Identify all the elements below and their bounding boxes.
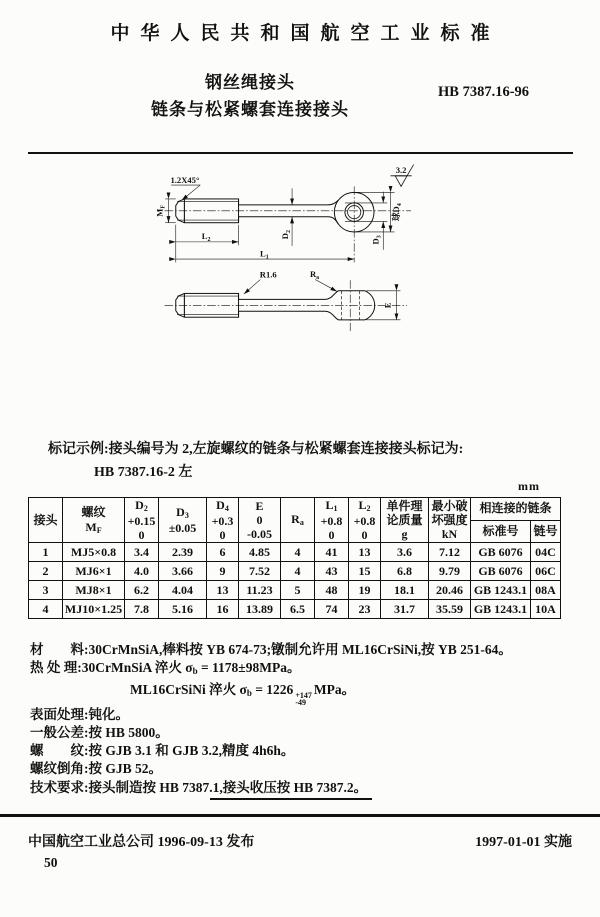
dim-label-mf: $M_F$ — [154, 204, 167, 217]
doc-title-line1: 钢丝绳接头 — [205, 73, 295, 92]
note-line-1: 材 料:30CrMnSiA,棒料按 YB 674-73;镦制允许用 ML16CrSiNi,按 YB 251-64。 — [30, 642, 512, 657]
note-line-5: 一般公差:按 HB 5800。 — [30, 724, 169, 740]
dim-label-e: E — [382, 302, 393, 309]
standard-header: 中华人民共和国航空工业标准 — [110, 23, 501, 44]
cell-r3-c3: 6.2 — [125, 581, 159, 600]
footer-rule — [0, 814, 600, 817]
cell-r2-c5: 9 — [207, 562, 239, 581]
column-header-8: $L_2$ +0.8 0 — [349, 498, 381, 543]
cell-r4-c7: 6.5 — [281, 600, 315, 619]
spec-table-body — [29, 543, 561, 619]
doc-title-line2: 链条与松紧螺套连接接头 — [151, 100, 349, 119]
cell-r1-c4: 2.39 — [159, 543, 207, 562]
cell-r2-c13: 06C — [531, 562, 561, 581]
cell-r4-c3: 7.8 — [125, 600, 159, 619]
cell-r4-c6: 13.89 — [239, 600, 281, 619]
cell-r1-c9: 13 — [349, 543, 381, 562]
note-line-7: 螺纹倒角:按 GJB 52。 — [30, 761, 163, 777]
marking-example-line1: 标记示例:接头编号为 2,左旋螺纹的链条与松紧螺套连接接头标记为: — [48, 442, 464, 457]
cell-r3-c13: 08A — [531, 581, 561, 600]
cell-r3-c11: 20.46 — [429, 581, 471, 600]
footer-issuer: 中国航空工业总公司 1996-09-13 发布 — [28, 835, 255, 850]
cell-r3-c2: MJ8×1 — [63, 581, 125, 600]
cell-r4-c11: 35.59 — [429, 600, 471, 619]
chamfer-label: 1.2X45° — [170, 175, 200, 186]
cell-r1-c10: 3.6 — [381, 543, 429, 562]
cell-r3-c8: 48 — [315, 581, 349, 600]
cell-r1-c1: 1 — [29, 543, 63, 562]
shank-bottom — [239, 217, 339, 224]
cell-r1-c2: MJ5×0.8 — [63, 543, 125, 562]
cell-r3-c7: 5 — [281, 581, 315, 600]
column-header-5: E 0 -0.05 — [239, 498, 281, 543]
standard-number: HB 7387.16-96 — [438, 84, 530, 100]
fillet-label-r16: R1.6 — [259, 269, 277, 280]
table-row-1 — [29, 543, 561, 562]
cell-r1-c6: 4.85 — [239, 543, 281, 562]
table-row-4 — [29, 600, 561, 619]
cell-r1-c7: 4 — [281, 543, 315, 562]
cell-r4-c8: 74 — [315, 600, 349, 619]
marking-example-line2: HB 7387.16-2 左 — [94, 465, 193, 480]
cell-r1-c13: 04C — [531, 543, 561, 562]
note-line-8: 技术要求:接头制造按 HB 7387.1,接头收压按 HB 7387.2。 — [30, 779, 368, 795]
cell-r2-c1: 2 — [29, 562, 63, 581]
cell-r4-c13: 10A — [531, 600, 561, 619]
note-line-6: 螺 纹:按 GJB 3.1 和 GJB 3.2,精度 4h6h。 — [30, 743, 295, 759]
cell-r4-c2: MJ10×1.25 — [63, 600, 125, 619]
column-header-2: $D_2$ +0.15 0 — [125, 498, 159, 543]
cell-r2-c7: 4 — [281, 562, 315, 581]
cell-r3-c4: 4.04 — [159, 581, 207, 600]
note-line-2: 热 处 理:30CrMnSiA 淬火 $\sigma_b = 1178\pm 98MPa$。 — [30, 660, 301, 677]
cell-r3-c6: 11.23 — [239, 581, 281, 600]
cell-r2-c3: 4.0 — [125, 562, 159, 581]
spec-table-head — [29, 498, 561, 543]
cell-r4-c4: 5.16 — [159, 600, 207, 619]
cell-r3-c10: 18.1 — [381, 581, 429, 600]
cell-r2-c4: 3.66 — [159, 562, 207, 581]
column-header-7: $L_1$ +0.8 0 — [315, 498, 349, 543]
footer-implementation-date: 1997-01-01 实施 — [475, 835, 572, 850]
technical-drawing — [0, 154, 600, 459]
note-line-3: ML16CrSiNi 淬火 $\sigma_b = 1226$ +147 -49 MPa。 — [130, 681, 356, 707]
cell-r2-c10: 6.8 — [381, 562, 429, 581]
cell-r4-c1: 4 — [29, 600, 63, 619]
cell-r1-c11: 7.12 — [429, 543, 471, 562]
cell-r3-c1: 3 — [29, 581, 63, 600]
cell-r4-c9: 23 — [349, 600, 381, 619]
table-row-2 — [29, 562, 561, 581]
table-row-3 — [29, 581, 561, 600]
cell-r2-c2: MJ6×1 — [63, 562, 125, 581]
column-group-connected-chain: 相连接的链条 — [471, 498, 561, 521]
dim-label-ball-d4: 球$D_4$ — [391, 203, 404, 222]
column-header-4: $D_4$ +0.3 0 — [207, 498, 239, 543]
page-number: 50 — [44, 855, 58, 870]
notes-block — [30, 641, 590, 797]
dim-label-d2: $D_2$ — [280, 230, 293, 240]
cell-r2-c11: 9.79 — [429, 562, 471, 581]
cell-r4-c5: 16 — [207, 600, 239, 619]
note-line-4: 表面处理:钝化。 — [30, 706, 129, 722]
units-label: mm — [518, 479, 540, 493]
cell-r1-c12: GB 6076 — [471, 543, 531, 562]
column-header-9: 单件理 论质量 g — [381, 498, 429, 543]
view-side — [165, 280, 408, 332]
drawing-svg — [0, 154, 600, 454]
view-front — [165, 165, 414, 263]
column-header-3: $D_3$ ±0.05 — [159, 498, 207, 543]
end-divider-rule — [210, 798, 372, 800]
shank-top — [239, 199, 339, 205]
cell-r1-c8: 41 — [315, 543, 349, 562]
cell-r3-c9: 19 — [349, 581, 381, 600]
cell-r1-c3: 3.4 — [125, 543, 159, 562]
cell-r2-c12: GB 6076 — [471, 562, 531, 581]
cell-r4-c12: GB 1243.1 — [471, 600, 531, 619]
cell-r1-c5: 6 — [207, 543, 239, 562]
cell-r2-c6: 7.52 — [239, 562, 281, 581]
column-subheader-1: 链号 — [531, 520, 561, 543]
dim-label-l2: $L_2$ — [201, 231, 211, 244]
column-header-0: 接头 — [29, 498, 63, 543]
column-header-1: 螺纹 $M_F$ — [63, 498, 125, 543]
roughness-label: 3.2 — [395, 165, 407, 176]
column-header-10: 最小破 坏强度 kN — [429, 498, 471, 543]
cell-r4-c10: 31.7 — [381, 600, 429, 619]
cell-r3-c12: GB 1243.1 — [471, 581, 531, 600]
column-subheader-0: 标准号 — [471, 520, 531, 543]
dim-label-d3: $D_3$ — [370, 235, 383, 245]
tolerance-stack: +147 -49 — [295, 690, 312, 707]
cell-r2-c9: 15 — [349, 562, 381, 581]
cell-r3-c5: 13 — [207, 581, 239, 600]
dim-label-l1: $L_1$ — [259, 248, 269, 261]
spec-table — [28, 497, 561, 619]
r16-leader — [244, 280, 261, 295]
chamfer-leader — [182, 185, 201, 200]
column-header-6: $R_a$ — [281, 498, 315, 543]
fillet-label-ra: $R_a$ — [309, 268, 320, 281]
ra-leader — [315, 280, 337, 292]
cell-r2-c8: 43 — [315, 562, 349, 581]
